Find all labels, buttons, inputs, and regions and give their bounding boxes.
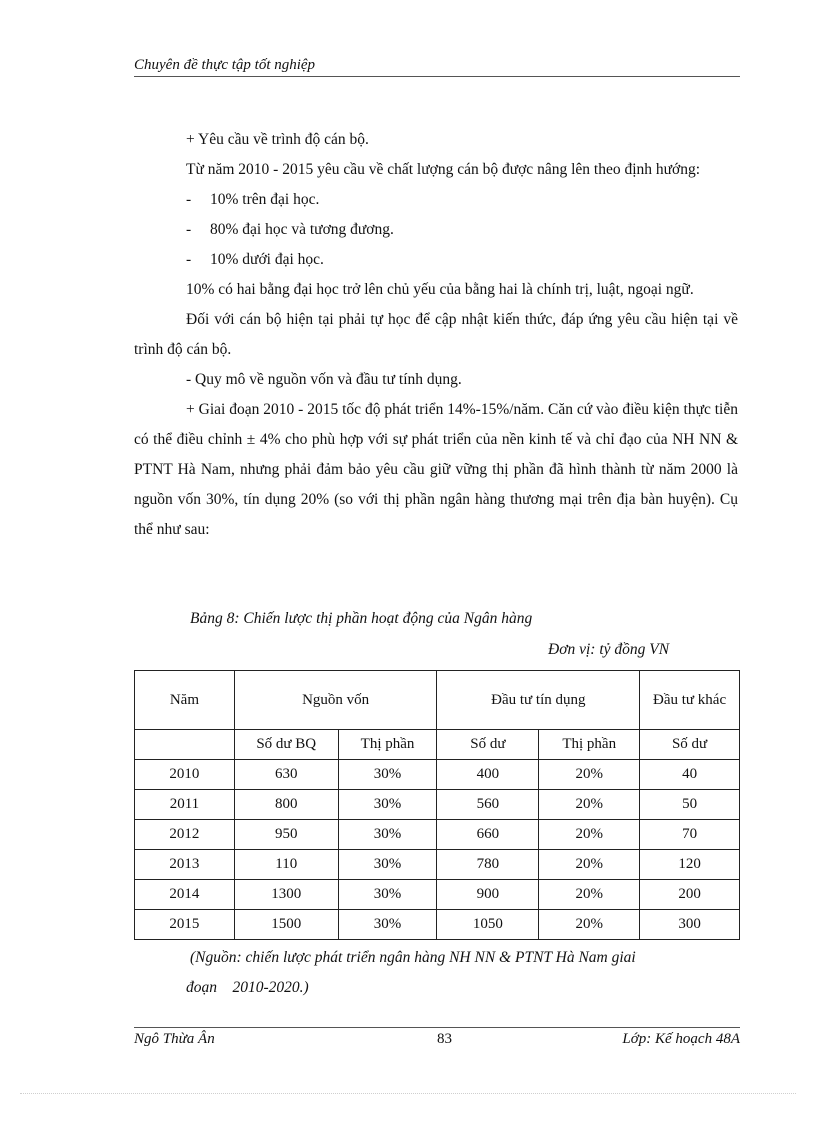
table-cell: 2010 xyxy=(135,760,235,790)
table-cell: 660 xyxy=(437,820,539,850)
table-cell: 30% xyxy=(338,850,437,880)
subheader-cell: Thị phần xyxy=(338,730,437,760)
table-cell: 20% xyxy=(539,880,640,910)
table-caption: Bảng 8: Chiến lược thị phần hoạt động của Ngân hàng xyxy=(190,610,533,627)
table-cell: 50 xyxy=(640,790,740,820)
market-share-table xyxy=(134,670,740,940)
table-cell: 30% xyxy=(338,820,437,850)
table-cell: 2013 xyxy=(135,850,235,880)
table-cell: 30% xyxy=(338,760,437,790)
table-cell: 1300 xyxy=(234,880,338,910)
subheader-cell xyxy=(135,730,235,760)
page-footer xyxy=(134,1027,740,1053)
list-item-text: 10% dưới đại học. xyxy=(210,251,324,268)
paragraph-current-staff: Đối với cán bộ hiện tại phải tự học để cập nhật kiến thức, đáp ứng yêu cầu hiện tại về trình độ cán bộ. xyxy=(134,311,738,358)
table-row xyxy=(135,820,740,850)
table-source-note xyxy=(186,943,740,1003)
page-break-divider xyxy=(20,1093,796,1094)
table-cell: 400 xyxy=(437,760,539,790)
table-header-row xyxy=(135,671,740,730)
table-cell: 2011 xyxy=(135,790,235,820)
table-cell: 30% xyxy=(338,910,437,940)
table-cell: 1050 xyxy=(437,910,539,940)
page-header xyxy=(134,57,740,77)
list-item xyxy=(134,245,738,275)
table-cell: 2014 xyxy=(135,880,235,910)
subheader-cell: Thị phần xyxy=(539,730,640,760)
list-item-text: 80% đại học và tương đương. xyxy=(210,221,394,238)
table-cell: 2012 xyxy=(135,820,235,850)
table-cell: 20% xyxy=(539,910,640,940)
footer-author: Ngô Thừa Ân xyxy=(134,1031,215,1047)
table-cell: 20% xyxy=(539,790,640,820)
table-cell: 800 xyxy=(234,790,338,820)
table-cell: 20% xyxy=(539,850,640,880)
dash-bullet: - xyxy=(186,221,192,238)
table-cell: 300 xyxy=(640,910,740,940)
paragraph-quality-target: Từ năm 2010 - 2015 yêu cầu về chất lượng cán bộ được nâng lên theo định hướng: xyxy=(186,161,701,178)
table-subheader-row xyxy=(135,730,740,760)
table-row xyxy=(135,850,740,880)
header-other: Đầu tư khác xyxy=(640,671,740,730)
table-cell: 20% xyxy=(539,820,640,850)
header-credit: Đầu tư tín dụng xyxy=(437,671,640,730)
table-cell: 200 xyxy=(640,880,740,910)
table-cell: 70 xyxy=(640,820,740,850)
dash-bullet: - xyxy=(186,251,192,268)
table-cell: 950 xyxy=(234,820,338,850)
table-cell: 110 xyxy=(234,850,338,880)
list-item xyxy=(134,185,738,215)
paragraph-growth-plan: + Giai đoạn 2010 - 2015 tốc độ phát triển 14%-15%/năm. Căn cứ vào điều kiện thực tiễn có thể điều chỉnh ± 4% cho phù hợp với sự phát triển của nền kinh tế và chỉ đạo của NH NN & PTNT Hà Nam, nhưng phải đảm bảo yêu cầu giữ vững thị phần đã hình thành từ năm 2000 là nguồn vốn 30%, tín dụng 20% (so với thị phần ngân hàng thương mại trên địa bàn huyện). Cụ thể như sau: xyxy=(134,401,738,538)
subheader-cell: Số dư BQ xyxy=(234,730,338,760)
table-row xyxy=(135,760,740,790)
footer-class: Lớp: Kế hoạch 48A xyxy=(622,1031,740,1047)
header-title: Chuyên đề thực tập tốt nghiệp xyxy=(134,57,316,73)
table-cell: 780 xyxy=(437,850,539,880)
table-unit: Đơn vị: tỷ đồng VN xyxy=(548,641,670,658)
paragraph-double-degree: 10% có hai bằng đại học trở lên chủ yếu của bằng hai là chính trị, luật, ngoại ngữ. xyxy=(186,281,694,298)
header-capital: Nguồn vốn xyxy=(234,671,437,730)
header-year: Năm xyxy=(135,671,235,730)
table-cell: 630 xyxy=(234,760,338,790)
table-cell: 40 xyxy=(640,760,740,790)
body-text xyxy=(134,125,738,545)
table-cell: 900 xyxy=(437,880,539,910)
table-row xyxy=(135,790,740,820)
table-cell: 560 xyxy=(437,790,539,820)
list-item-text: 10% trên đại học. xyxy=(210,191,320,208)
table-cell: 1500 xyxy=(234,910,338,940)
source-line-1: (Nguồn: chiến lược phát triển ngân hàng NH NN & PTNT Hà Nam giai xyxy=(190,949,636,966)
table-cell: 30% xyxy=(338,790,437,820)
table-row xyxy=(135,880,740,910)
table-cell: 20% xyxy=(539,760,640,790)
table-cell: 30% xyxy=(338,880,437,910)
paragraph-capital-scale: - Quy mô về nguồn vốn và đầu tư tính dụng. xyxy=(186,371,462,388)
table-cell: 2015 xyxy=(135,910,235,940)
subheader-cell: Số dư xyxy=(437,730,539,760)
table-row xyxy=(135,910,740,940)
dash-bullet: - xyxy=(186,191,192,208)
paragraph-staff-requirement: + Yêu cầu về trình độ cán bộ. xyxy=(186,131,369,148)
table-cell: 120 xyxy=(640,850,740,880)
subheader-cell: Số dư xyxy=(640,730,740,760)
source-line-2: đoạn 2010-2020.) xyxy=(186,979,309,996)
footer-page-number: 83 xyxy=(437,1031,452,1047)
list-item xyxy=(134,215,738,245)
